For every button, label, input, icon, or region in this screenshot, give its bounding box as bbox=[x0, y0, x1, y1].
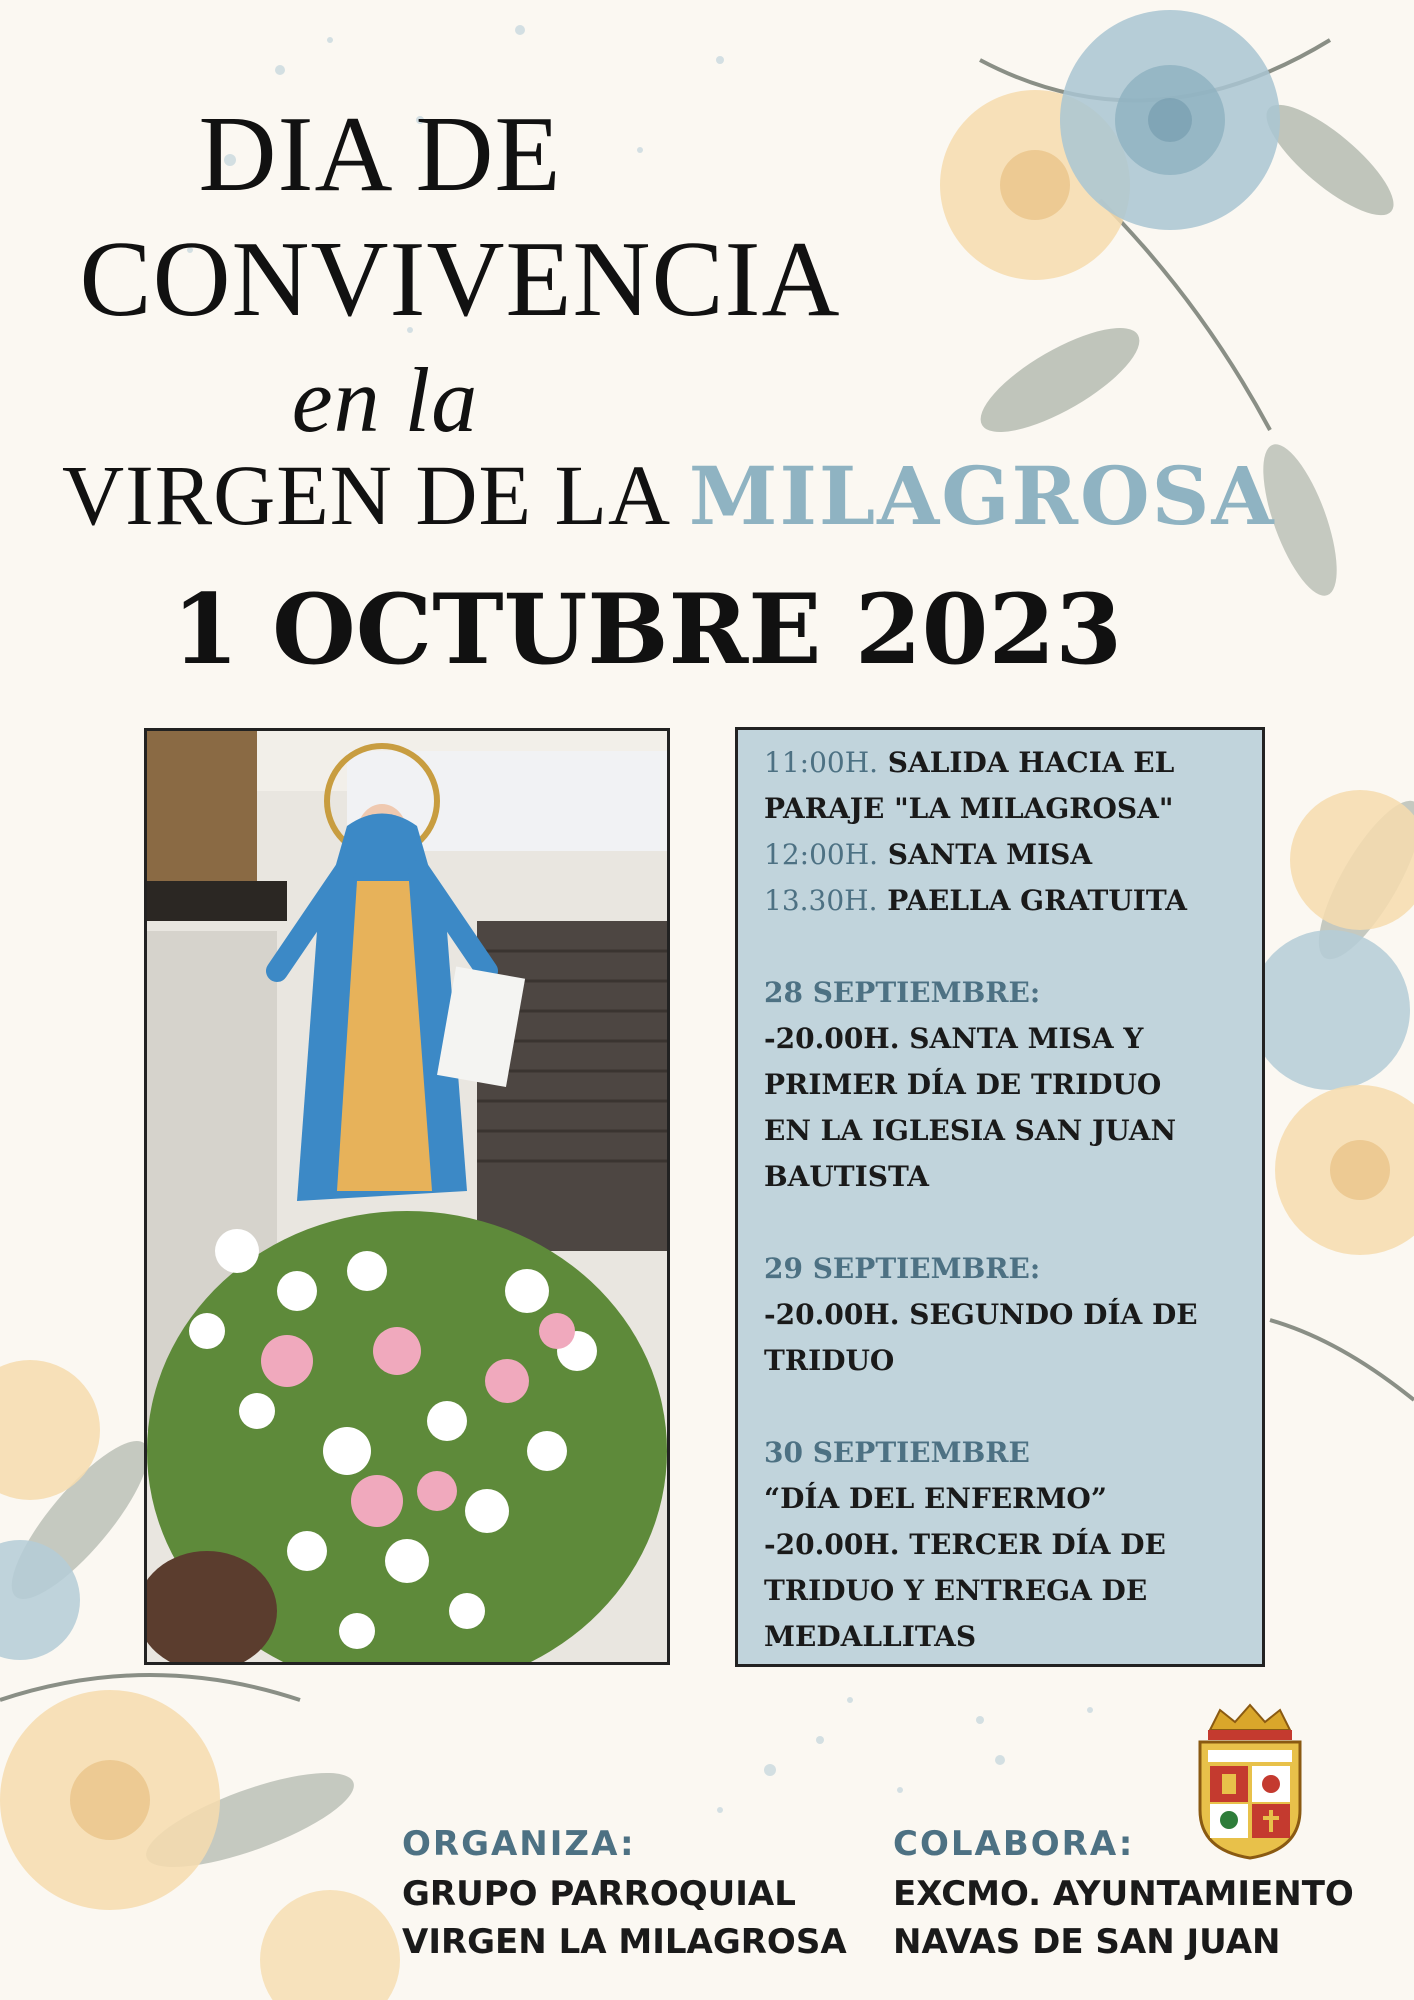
schedule-time: 11:00H. bbox=[764, 746, 879, 779]
sept28-line: -20.00H. SANTA MISA Y bbox=[764, 1022, 1144, 1055]
schedule-item-3 bbox=[764, 878, 1236, 924]
organiza-line: VIRGEN LA MILAGROSA bbox=[402, 1922, 847, 1962]
sept30-line: TRIDUO Y ENTREGA DE bbox=[764, 1574, 1148, 1607]
colabora-line: NAVAS DE SAN JUAN bbox=[893, 1922, 1281, 1962]
sept29-line: -20.00H. SEGUNDO DÍA DE bbox=[764, 1298, 1198, 1331]
colabora-text bbox=[893, 1870, 1354, 1966]
schedule-time: 12:00H. bbox=[764, 838, 879, 871]
sept28-line: PRIMER DÍA DE TRIDUO bbox=[764, 1068, 1162, 1101]
title-line-2: CONVIVENCIA bbox=[79, 220, 841, 339]
event-date: 1 OCTUBRE 2023 bbox=[171, 573, 1123, 686]
sept28-heading: 28 SEPTIEMBRE: bbox=[764, 976, 1041, 1009]
schedule-item-1 bbox=[764, 740, 1236, 832]
schedule-item-2 bbox=[764, 832, 1236, 878]
title-line-4 bbox=[62, 445, 1276, 546]
title-line-1: DIA DE bbox=[198, 95, 562, 214]
colabora-line: EXCMO. AYUNTAMIENTO bbox=[893, 1874, 1354, 1914]
schedule-text: SALIDA HACIA EL PARAJE "LA MILAGROSA" bbox=[764, 746, 1175, 825]
organiza-label: ORGANIZA: bbox=[402, 1824, 636, 1864]
virgin-statue-photo bbox=[144, 728, 670, 1665]
sept29-heading: 29 SEPTIEMBRE: bbox=[764, 1252, 1041, 1285]
sept30-line: MEDALLITAS bbox=[764, 1620, 977, 1653]
schedule-box bbox=[735, 727, 1265, 1667]
sept29-line: TRIDUO bbox=[764, 1344, 895, 1377]
title-line-3: en la bbox=[291, 349, 479, 451]
title-virgen: VIRGEN DE LA bbox=[62, 447, 689, 543]
sept30-heading: 30 SEPTIEMBRE bbox=[764, 1436, 1030, 1469]
colabora-label: COLABORA: bbox=[893, 1824, 1135, 1864]
sept28-line: BAUTISTA bbox=[764, 1160, 929, 1193]
schedule-text: SANTA MISA bbox=[887, 838, 1093, 871]
title-milagrosa: MILAGROSA bbox=[688, 449, 1276, 543]
organiza-text bbox=[402, 1870, 847, 1966]
schedule-text: PAELLA GRATUITA bbox=[887, 884, 1187, 917]
organiza-line: GRUPO PARROQUIAL bbox=[402, 1874, 796, 1914]
sept28-line: EN LA IGLESIA SAN JUAN bbox=[764, 1114, 1177, 1147]
town-crest-logo bbox=[1190, 1700, 1310, 1860]
schedule-time: 13.30H. bbox=[764, 884, 878, 917]
sept30-line: -20.00H. TERCER DÍA DE bbox=[764, 1528, 1166, 1561]
right-side-flowers bbox=[1250, 788, 1414, 1400]
sept30-line: “DÍA DEL ENFERMO” bbox=[764, 1482, 1107, 1515]
